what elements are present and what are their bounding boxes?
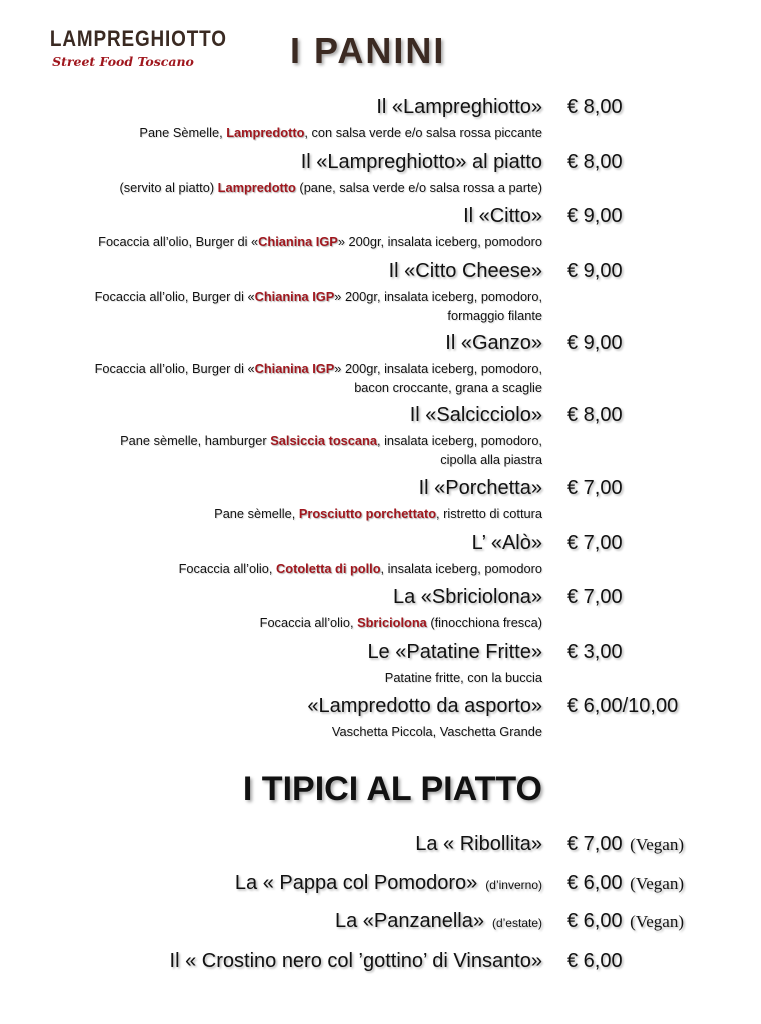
section-title-panini: I PANINI [290, 30, 446, 71]
item-name: La «Sbriciolona» [393, 586, 542, 608]
item-name: Il «Porchetta» [418, 477, 542, 499]
tipici-item-name: Il « Crostino nero col ’gottino’ di Vinsanto» [169, 950, 542, 972]
vegan-tag: (Vegan) [630, 912, 684, 931]
tipici-item-price: € 7,00 (Vegan) [567, 833, 684, 855]
item-price: € 7,00 [567, 586, 623, 608]
highlight-ingredient: Sbriciolona [357, 615, 427, 630]
highlight-ingredient: Lampredotto [226, 125, 305, 140]
highlight-ingredient: Lampredotto [217, 180, 296, 195]
item-name: Il «Citto» [463, 205, 542, 227]
item-name: «Lampredotto da asporto» [307, 695, 542, 717]
item-name: Il «Citto Cheese» [388, 260, 542, 282]
highlight-ingredient: Prosciutto porchettato [298, 506, 437, 521]
logo-wordmark: LAMPREGHIOTTO [49, 26, 227, 51]
item-name: Il «Ganzo» [445, 332, 542, 354]
item-name: Le «Patatine Fritte» [367, 641, 542, 663]
tipici-item-name: La «Panzanella» (d’estate) [334, 910, 542, 932]
section-title-tipici: I TIPICI AL PIATTO [242, 770, 542, 808]
item-price: € 7,00 [567, 477, 623, 499]
highlight-ingredient: Cotoletta di pollo [276, 561, 381, 576]
item-description: Vaschetta Piccola, Vaschetta Grande [331, 724, 542, 739]
item-price: € 7,00 [567, 532, 623, 554]
season-note: (d’estate) [491, 916, 542, 930]
item-description: Pane Sèmelle, Lampredotto, con salsa verde e/o salsa rossa piccante [139, 125, 542, 140]
restaurant-logo [38, 26, 227, 69]
item-description: Focaccia all’olio, Cotoletta di pollo, insalata iceberg, pomodoro [178, 561, 542, 576]
item-price: € 8,00 [567, 151, 623, 173]
item-name: L’ «Alò» [471, 532, 542, 554]
item-name: Il «Lampreghiotto» [376, 96, 542, 118]
tipici-item-price: € 6,00 (Vegan) [567, 872, 684, 894]
item-description: Focaccia all’olio, Sbriciolona (finocchiona fresca) [259, 615, 542, 630]
item-description: (servito al piatto) Lampredotto (pane, salsa verde e/o salsa rossa a parte) [119, 180, 542, 195]
tipici-item-name: La « Pappa col Pomodoro» (d’inverno) [234, 872, 542, 894]
item-price: € 9,00 [567, 205, 623, 227]
item-name: Il «Lampreghiotto» al piatto [300, 151, 542, 173]
item-description: Focaccia all’olio, Burger di «Chianina IGP» 200gr, insalata iceberg, pomodoro, formaggio filante [94, 289, 542, 323]
item-description: Patatine fritte, con la buccia [384, 670, 542, 685]
item-price: € 3,00 [567, 641, 623, 663]
tipici-item-price: € 6,00 (Vegan) [567, 910, 684, 932]
vegan-tag: (Vegan) [630, 835, 684, 854]
item-price: € 8,00 [567, 96, 623, 118]
item-description: Focaccia all’olio, Burger di «Chianina IGP» 200gr, insalata iceberg, pomodoro [98, 234, 542, 249]
tipici-item-price: € 6,00 [567, 950, 623, 972]
tipici-item-name: La « Ribollita» [415, 833, 542, 855]
highlight-ingredient: Chianina IGP [258, 234, 338, 249]
item-price: € 8,00 [567, 404, 623, 426]
item-description: Pane sèmelle, hamburger Salsiccia toscana, insalata iceberg, pomodoro, cipolla alla piastra [120, 433, 542, 467]
logo-tagline: Street Food Toscano [52, 54, 194, 69]
highlight-ingredient: Chianina IGP [254, 289, 335, 304]
item-description: Pane sèmelle, Prosciutto porchettato, ristretto di cottura [214, 506, 542, 521]
item-name: Il «Salcicciolo» [409, 404, 542, 426]
highlight-ingredient: Salsiccia toscana [270, 433, 377, 448]
item-price: € 9,00 [567, 332, 623, 354]
item-price: € 9,00 [567, 260, 623, 282]
item-description: Focaccia all’olio, Burger di «Chianina IGP» 200gr, insalata iceberg, pomodoro, bacon croccante, grana a scaglie [94, 361, 542, 395]
highlight-ingredient: Chianina IGP [254, 361, 335, 376]
vegan-tag: (Vegan) [630, 874, 684, 893]
season-note: (d’inverno) [485, 878, 542, 892]
item-price: € 6,00/10,00 [567, 695, 679, 717]
